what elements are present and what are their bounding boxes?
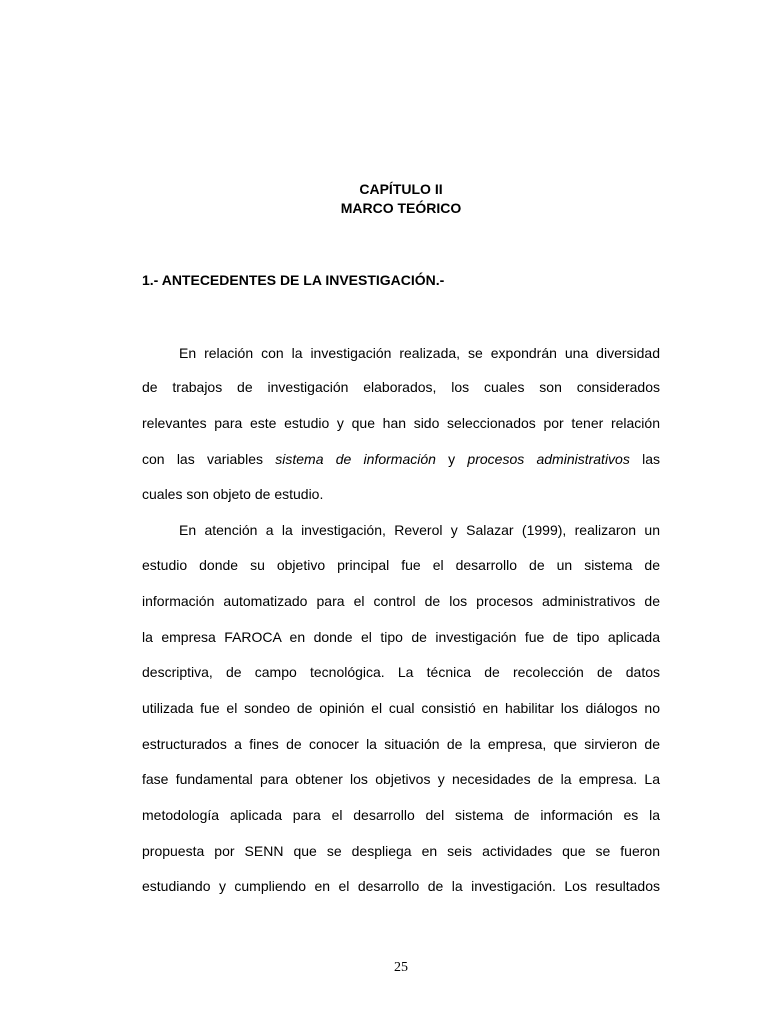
chapter-number: CAPÍTULO II	[359, 181, 443, 197]
paragraph-2-line-5: descriptiva, de campo tecnológica. La técnica de recolección de datos	[142, 664, 660, 680]
italic-term-sistema: sistema de información	[275, 451, 436, 467]
paragraph-2-line-9: metodología aplicada para el desarrollo del sistema de información es la	[142, 807, 660, 823]
section-heading: 1.- ANTECEDENTES DE LA INVESTIGACIÓN.-	[142, 272, 445, 288]
paragraph-1-line-4	[142, 449, 660, 469]
page-number: 25	[394, 960, 408, 975]
paragraph-2-line-6: utilizada fue el sondeo de opinión el cual consistió en habilitar los diálogos no	[142, 700, 660, 716]
chapter-title: MARCO TEÓRICO	[340, 200, 462, 216]
paragraph-2-line-7: estructurados a fines de conocer la situación de la empresa, que sirvieron de	[142, 736, 660, 752]
line-4-text-e: las	[629, 451, 660, 467]
paragraph-1-line-1: En relación con la investigación realizada, se expondrán una diversidad	[179, 345, 660, 361]
paragraph-1-line-5: cuales son objeto de estudio.	[142, 486, 324, 502]
line-4-text-c: y	[435, 451, 468, 467]
paragraph-2-line-1: En atención a la investigación, Reverol y Salazar (1999), realizaron un	[179, 522, 660, 538]
paragraph-2-line-3: información automatizado para el control de los procesos administrativos de	[142, 593, 660, 609]
paragraph-1-line-2: de trabajos de investigación elaborados, los cuales son considerados	[142, 379, 660, 395]
paragraph-2-line-8: fase fundamental para obtener los objetivos y necesidades de la empresa. La	[142, 771, 660, 787]
line-4-text-a: con las variables	[142, 451, 276, 467]
paragraph-2-line-11: estudiando y cumpliendo en el desarrollo de la investigación. Los resultados	[142, 878, 660, 894]
paragraph-2-line-4: la empresa FAROCA en donde el tipo de investigación fue de tipo aplicada	[142, 629, 660, 645]
italic-term-procesos: procesos administrativos	[467, 451, 630, 467]
paragraph-1-line-3: relevantes para este estudio y que han sido seleccionados por tener relación	[142, 415, 660, 431]
paragraph-2-line-2: estudio donde su objetivo principal fue el desarrollo de un sistema de	[142, 557, 660, 573]
paragraph-2-line-10: propuesta por SENN que se despliega en seis actividades que se fueron	[142, 843, 660, 859]
